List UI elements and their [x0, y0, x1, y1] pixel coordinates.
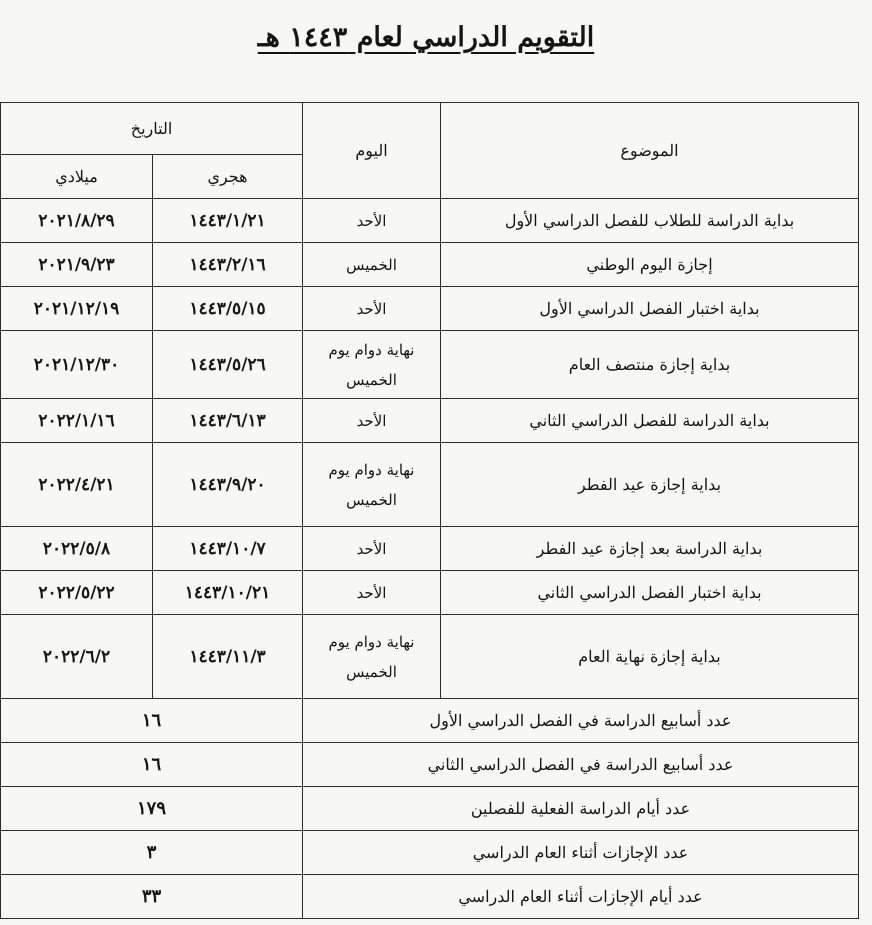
header-gregorian: ميلادي: [1, 155, 153, 199]
total-value: ٣٣: [1, 875, 303, 919]
cell-day: الخميس: [303, 243, 441, 287]
total-value: ٣: [1, 831, 303, 875]
table-row: [1, 331, 859, 399]
cell-subject: بداية إجازة عيد الفطر: [441, 443, 859, 527]
cell-hijri: ١٤٤٣/٦/١٣: [153, 399, 303, 443]
cell-subject: بداية اختبار الفصل الدراسي الأول: [441, 287, 859, 331]
total-value: ١٦: [1, 699, 303, 743]
table-row: [1, 443, 859, 527]
cell-day: الأحد: [303, 287, 441, 331]
cell-gregorian: ٢٠٢١/١٢/٣٠: [1, 331, 153, 399]
table-header-row: [1, 103, 859, 155]
cell-day: نهاية دوام يوم الخميس: [303, 331, 441, 399]
cell-gregorian: ٢٠٢٢/٤/٢١: [1, 443, 153, 527]
totals-row: [1, 831, 859, 875]
cell-day: الأحد: [303, 527, 441, 571]
cell-day: الأحد: [303, 199, 441, 243]
cell-hijri: ١٤٤٣/٢/١٦: [153, 243, 303, 287]
total-value: ١٦: [1, 743, 303, 787]
cell-hijri: ١٤٤٣/١١/٣: [153, 615, 303, 699]
cell-gregorian: ٢٠٢٢/١/١٦: [1, 399, 153, 443]
table-row: [1, 199, 859, 243]
cell-day: الأحد: [303, 399, 441, 443]
cell-subject: بداية إجازة منتصف العام: [441, 331, 859, 399]
cell-day: الأحد: [303, 571, 441, 615]
cell-gregorian: ٢٠٢١/١٢/١٩: [1, 287, 153, 331]
cell-hijri: ١٤٤٣/١٠/٧: [153, 527, 303, 571]
cell-hijri: ١٤٤٣/١٠/٢١: [153, 571, 303, 615]
cell-subject: بداية الدراسة للفصل الدراسي الثاني: [441, 399, 859, 443]
cell-gregorian: ٢٠٢٢/٥/٢٢: [1, 571, 153, 615]
table-row: [1, 571, 859, 615]
totals-row: [1, 743, 859, 787]
header-day: اليوم: [303, 103, 441, 199]
totals-row: [1, 699, 859, 743]
calendar-table: [0, 102, 859, 919]
cell-day: نهاية دوام يوم الخميس: [303, 615, 441, 699]
page-title: التقويم الدراسي لعام ١٤٤٣ هـ: [257, 22, 595, 53]
total-label: عدد أسابيع الدراسة في الفصل الدراسي الأول: [303, 699, 859, 743]
cell-hijri: ١٤٤٣/٥/١٥: [153, 287, 303, 331]
total-label: عدد أيام الإجازات أثناء العام الدراسي: [303, 875, 859, 919]
table-row: [1, 243, 859, 287]
cell-subject: بداية الدراسة للطلاب للفصل الدراسي الأول: [441, 199, 859, 243]
cell-subject: بداية اختبار الفصل الدراسي الثاني: [441, 571, 859, 615]
header-date: التاريخ: [1, 103, 303, 155]
total-label: عدد أسابيع الدراسة في الفصل الدراسي الثاني: [303, 743, 859, 787]
total-value: ١٧٩: [1, 787, 303, 831]
cell-day: نهاية دوام يوم الخميس: [303, 443, 441, 527]
cell-gregorian: ٢٠٢١/٩/٢٣: [1, 243, 153, 287]
total-label: عدد أيام الدراسة الفعلية للفصلين: [303, 787, 859, 831]
header-subject: الموضوع: [441, 103, 859, 199]
table-row: [1, 615, 859, 699]
cell-gregorian: ٢٠٢٢/٥/٨: [1, 527, 153, 571]
cell-hijri: ١٤٤٣/٩/٢٠: [153, 443, 303, 527]
table-row: [1, 399, 859, 443]
cell-subject: إجازة اليوم الوطني: [441, 243, 859, 287]
totals-row: [1, 875, 859, 919]
table-row: [1, 527, 859, 571]
cell-subject: بداية إجازة نهاية العام: [441, 615, 859, 699]
cell-subject: بداية الدراسة بعد إجازة عيد الفطر: [441, 527, 859, 571]
cell-hijri: ١٤٤٣/٥/٢٦: [153, 331, 303, 399]
total-label: عدد الإجازات أثناء العام الدراسي: [303, 831, 859, 875]
totals-row: [1, 787, 859, 831]
cell-gregorian: ٢٠٢١/٨/٢٩: [1, 199, 153, 243]
cell-hijri: ١٤٤٣/١/٢١: [153, 199, 303, 243]
table-row: [1, 287, 859, 331]
cell-gregorian: ٢٠٢٢/٦/٢: [1, 615, 153, 699]
header-hijri: هجري: [153, 155, 303, 199]
